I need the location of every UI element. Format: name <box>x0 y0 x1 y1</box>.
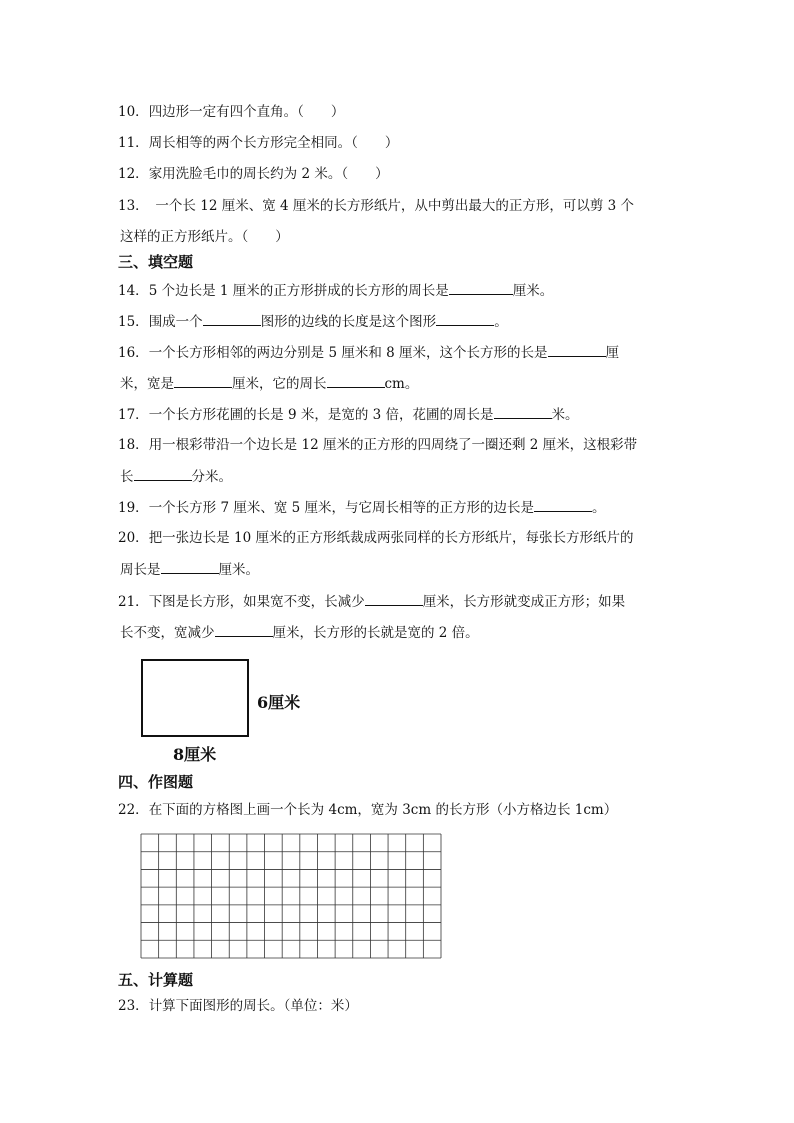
section-heading-draw: 四、作图题 <box>118 773 194 791</box>
answer-blank[interactable] <box>548 342 606 357</box>
question-16-continued: 米，宽是 厘米，它的周长 cm。 <box>120 373 418 394</box>
question-21: 21．下图是长方形，如果宽不变，长减少 厘米，长方形就变成正方形；如果 <box>118 591 625 612</box>
question-20-continued: 周长是 厘米。 <box>120 559 259 580</box>
answer-blank[interactable] <box>174 373 232 388</box>
question-13: 13． 一个长 12 厘米、宽 4 厘米的长方形纸片，从中剪出最大的正方形，可以剪 3 个 <box>118 198 635 214</box>
square-grid[interactable] <box>140 833 442 959</box>
question-18: 18．用一根彩带沿一个边长是 12 厘米的正方形的四周绕了一圈还剩 2 厘米，这根彩带 <box>118 437 638 453</box>
section-heading-fill: 三、填空题 <box>118 253 194 271</box>
question-15: 15．围成一个 图形的边线的长度是这个图形 。 <box>118 311 508 332</box>
length-label: 8厘米 <box>173 745 217 764</box>
question-20: 20．把一张边长是 10 厘米的正方形纸裁成两张同样的长方形纸片，每张长方形纸片的 <box>118 530 634 546</box>
question-12: 12．家用洗脸毛巾的周长约为 2 米。（ ） <box>118 166 389 182</box>
answer-blank[interactable] <box>494 404 552 419</box>
question-13-continued: 这样的正方形纸片。（ ） <box>120 229 289 245</box>
question-19: 19．一个长方形 7 厘米、宽 5 厘米，与它周长相等的正方形的边长是 。 <box>118 497 606 518</box>
question-22: 22．在下面的方格图上画一个长为 4cm，宽为 3cm 的长方形（小方格边长 1cm） <box>118 802 618 818</box>
section-heading-calc: 五、计算题 <box>118 971 194 989</box>
question-16: 16．一个长方形相邻的两边分别是 5 厘米和 8 厘米，这个长方形的长是 厘 <box>118 342 619 363</box>
answer-blank[interactable] <box>134 466 192 481</box>
question-18-continued: 长 分米。 <box>120 466 232 487</box>
answer-blank[interactable] <box>327 373 385 388</box>
answer-blank[interactable] <box>449 280 513 295</box>
answer-blank[interactable] <box>215 622 273 637</box>
question-11: 11．周长相等的两个长方形完全相同。（ ） <box>118 135 399 151</box>
answer-blank[interactable] <box>161 559 219 574</box>
question-23: 23．计算下面图形的周长。（单位：米） <box>118 998 358 1014</box>
answer-blank[interactable] <box>365 591 423 606</box>
question-21-continued: 长不变，宽减少 厘米，长方形的长就是宽的 2 倍。 <box>120 622 479 643</box>
answer-blank[interactable] <box>534 497 592 512</box>
answer-blank[interactable] <box>436 311 494 326</box>
answer-blank[interactable] <box>203 311 261 326</box>
question-14: 14．5 个边长是 1 厘米的正方形拼成的长方形的周长是 厘米。 <box>118 280 553 301</box>
width-label: 6厘米 <box>257 693 301 712</box>
rectangle-figure <box>141 659 249 737</box>
question-17: 17．一个长方形花圃的长是 9 米，是宽的 3 倍，花圃的周长是 米。 <box>118 404 579 425</box>
question-10: 10．四边形一定有四个直角。（ ） <box>118 104 345 120</box>
